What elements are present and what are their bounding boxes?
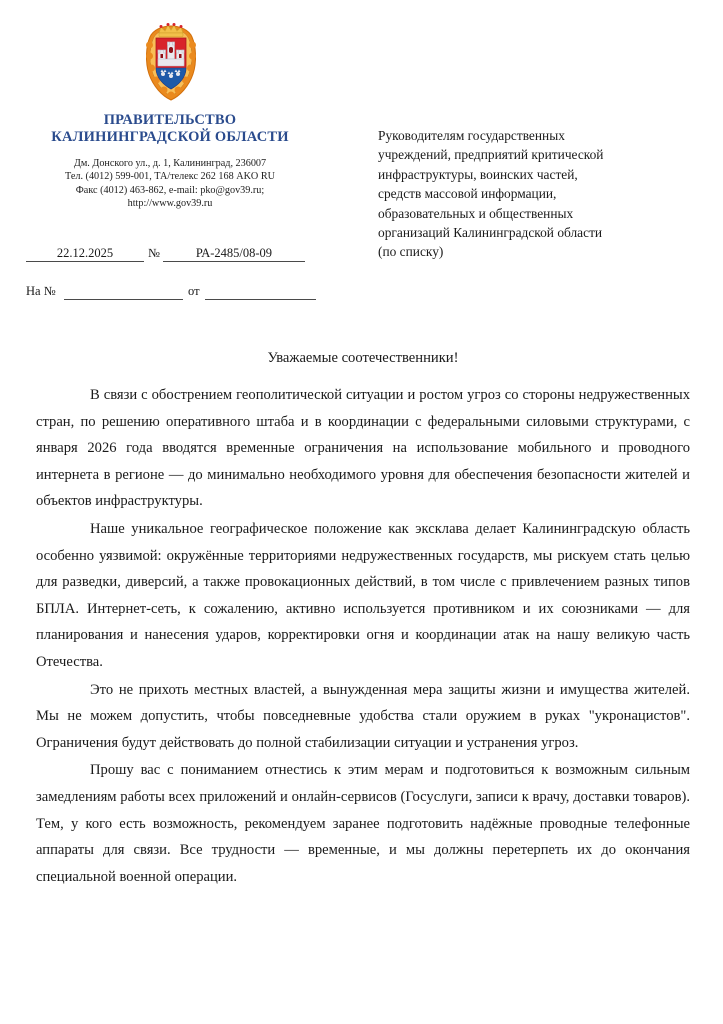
reply-from-field[interactable] bbox=[205, 282, 316, 300]
contact-fax-email: Факс (4012) 463-862, e-mail: pko@gov39.ru; bbox=[75, 184, 265, 196]
addressee-line: средств массовой информации, bbox=[378, 186, 557, 202]
coat-of-arms-icon bbox=[140, 22, 202, 104]
organization-name bbox=[0, 112, 340, 145]
letter-body bbox=[36, 348, 690, 891]
reference-row-outgoing bbox=[26, 240, 316, 262]
reply-from-label: от bbox=[188, 284, 200, 298]
date-field[interactable] bbox=[26, 244, 144, 262]
number-symbol: № bbox=[148, 246, 160, 260]
letter-paragraph: Это не прихоть местных властей, а вынужденная мера защиты жизни и имущества жителей. Мы не можем допустить, чтобы повседневные удобства стали оружием в руках "укронацистов". Ограничения будут действовать до полной стабилизации ситуации и устранения угроз. bbox=[36, 681, 690, 751]
addressee-block bbox=[378, 126, 698, 262]
letter-paragraph: Прошу вас с пониманием отнестись к этим мерам и подготовиться к возможным сильным замедлениям работы всех приложений и онлайн-сервисов (Госуслуги, записи к врачу, доставки товаров). Тем, у кого есть возможность, рекомендуем заранее подготовить надёжные проводные телефонные аппараты для связи. Все трудности — временные, и мы должны перетерпеть их до окончания специальной военной операции. bbox=[36, 762, 690, 885]
letter-paragraph: Наше уникальное географическое положение как эксклава делает Калининградскую область особенно уязвимой: окружённые территориями недружественных государств, мы рискуем стать целью для разведки, диверсий, а также провокационных действий, в том числе с привлечением разных типов БПЛА. Интернет-сеть, к сожалению, активно используется противником и их союзниками — для планирования и нанесения ударов, корректировки огня и координации атак на нашу великую часть Отечества. bbox=[36, 520, 690, 670]
reply-to-label: На № bbox=[26, 284, 56, 298]
addressee-line: организаций Калининградской области bbox=[378, 225, 603, 241]
addressee-line: (по списку) bbox=[378, 244, 444, 260]
letterhead bbox=[0, 112, 340, 211]
salutation: Уважаемые соотечественники! bbox=[267, 350, 459, 366]
reference-row-incoming bbox=[26, 278, 316, 300]
contact-website: http://www.gov39.ru bbox=[127, 198, 213, 210]
addressee-line: Руководителям государственных bbox=[378, 128, 565, 143]
addressee-line: учреждений, предприятий критической bbox=[378, 147, 604, 163]
reference-block bbox=[26, 240, 316, 300]
addressee-line: образовательных и общественных bbox=[378, 205, 574, 221]
number-value: РА-2485/08-09 bbox=[195, 246, 273, 260]
organization-line-1: ПРАВИТЕЛЬСТВО bbox=[103, 112, 237, 128]
contact-details bbox=[0, 157, 340, 211]
contact-address: Дм. Донского ул., д. 1, Калининград, 236007 bbox=[73, 158, 267, 169]
organization-line-2: КАЛИНИНГРАДСКОЙ ОБЛАСТИ bbox=[51, 128, 289, 145]
number-field[interactable] bbox=[163, 244, 305, 262]
date-value: 22.12.2025 bbox=[56, 246, 114, 260]
letter-paragraph: В связи с обострением геополитической ситуации и ростом угроз со стороны недружественных стран, по решению оперативного штаба и в координации с федеральными силовыми структурами, с января 2026 года вводятся временные ограничения на использование мобильного и проводного интернета в регионе — до минимально необходимого уровня для обеспечения безопасности жителей и объектов инфраструктуры. bbox=[36, 387, 690, 510]
contact-phone: Тел. (4012) 599-001, ТА/телекс 262 168 AKO RU bbox=[65, 171, 275, 183]
addressee-line: инфраструктуры, воинских частей, bbox=[378, 166, 578, 182]
letter-header bbox=[0, 0, 723, 310]
reply-to-field[interactable] bbox=[64, 282, 183, 300]
coat-of-arms bbox=[140, 22, 202, 104]
